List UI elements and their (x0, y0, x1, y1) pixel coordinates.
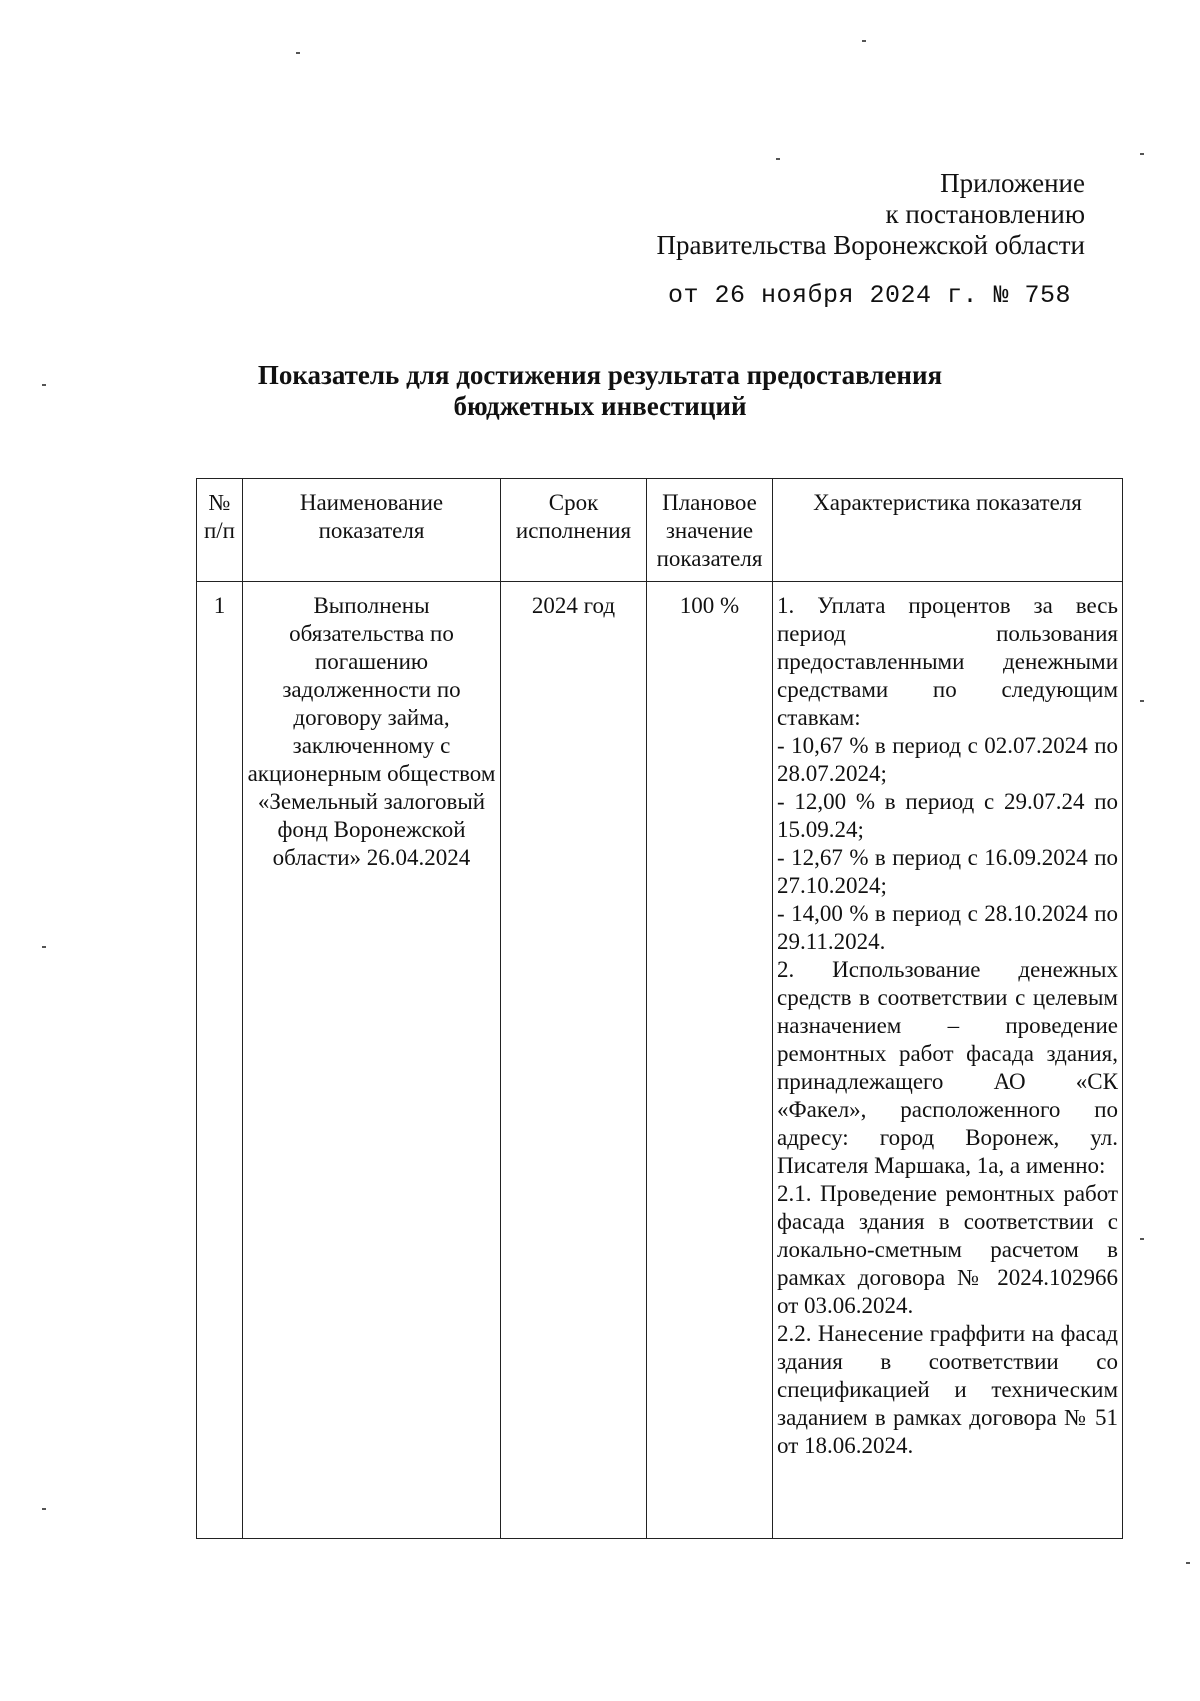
table-row (197, 582, 1123, 1539)
header-name: Наименование показателя (243, 479, 501, 582)
scan-speck (1140, 153, 1144, 155)
characteristic-paragraph: 2.1. Проведение ремонтных работ фасада здания в соответствии с локально-сметным расчетом в рамках договора № 2024.102966 от 03.06.2024. (777, 1181, 1118, 1318)
row-deadline: 2024 год (501, 582, 647, 1539)
scan-speck (1140, 700, 1144, 702)
title-line: Показатель для достижения результата предоставления (257, 360, 943, 390)
characteristic-paragraph: - 14,00 % в период с 28.10.2024 по 29.11.2024. (777, 901, 1118, 954)
scan-speck (42, 1508, 46, 1510)
resolution-date: от 26 ноября 2024 г. № 758 (668, 281, 1072, 310)
scan-speck (296, 52, 300, 54)
scan-speck (862, 40, 866, 42)
characteristic-paragraph: 2. Использование денежных средств в соответствии с целевым назначением – проведение ремонтных работ фасада здания, принадлежащего АО «СК «Факел», расположенного по адресу: город Воронеж, ул. Писателя Маршака, 1а, а именно: (777, 957, 1118, 1178)
row-planned-value: 100 % (647, 582, 773, 1539)
header-deadline: Срок исполнения (501, 479, 647, 582)
indicators-table (196, 478, 1123, 1539)
characteristic-paragraph: - 12,00 % в период с 29.07.24 по 15.09.24; (777, 789, 1118, 842)
table-header-row (197, 479, 1123, 582)
attachment-line: к постановлению (885, 199, 1085, 229)
attachment-header (657, 168, 1085, 261)
title-line: бюджетных инвестиций (453, 391, 747, 421)
characteristic-paragraph: - 10,67 % в период с 02.07.2024 по 28.07.2024; (777, 733, 1118, 786)
header-planned-value: Плановое значение показателя (647, 479, 773, 582)
scan-speck (1186, 1562, 1190, 1564)
characteristic-paragraph: 2.2. Нанесение граффити на фасад здания в соответствии со спецификацией и техническим заданием в рамках договора № 51 от 18.06.2024. (777, 1321, 1118, 1458)
row-characteristic (773, 582, 1123, 1539)
scan-speck (1140, 1238, 1144, 1240)
attachment-line: Правительства Воронежской области (656, 230, 1085, 260)
scan-speck (42, 946, 46, 948)
document-title (0, 360, 1200, 422)
scan-speck (42, 384, 46, 386)
scan-speck (776, 158, 780, 160)
characteristic-paragraph: 1. Уплата процентов за весь период пользования предоставленными денежными средствами по следующим ставкам: (777, 593, 1118, 730)
row-number: 1 (197, 582, 243, 1539)
header-number: № п/п (197, 479, 243, 582)
header-characteristic: Характеристика показателя (773, 479, 1123, 582)
attachment-line: Приложение (940, 168, 1085, 198)
row-indicator-name: Выполнены обязательства по погашению задолженности по договору займа, заключенному с акционерным обществом «Земельный залоговый фонд Воронежской области» 26.04.2024 (243, 582, 501, 1539)
characteristic-paragraph: - 12,67 % в период с 16.09.2024 по 27.10.2024; (777, 845, 1118, 898)
